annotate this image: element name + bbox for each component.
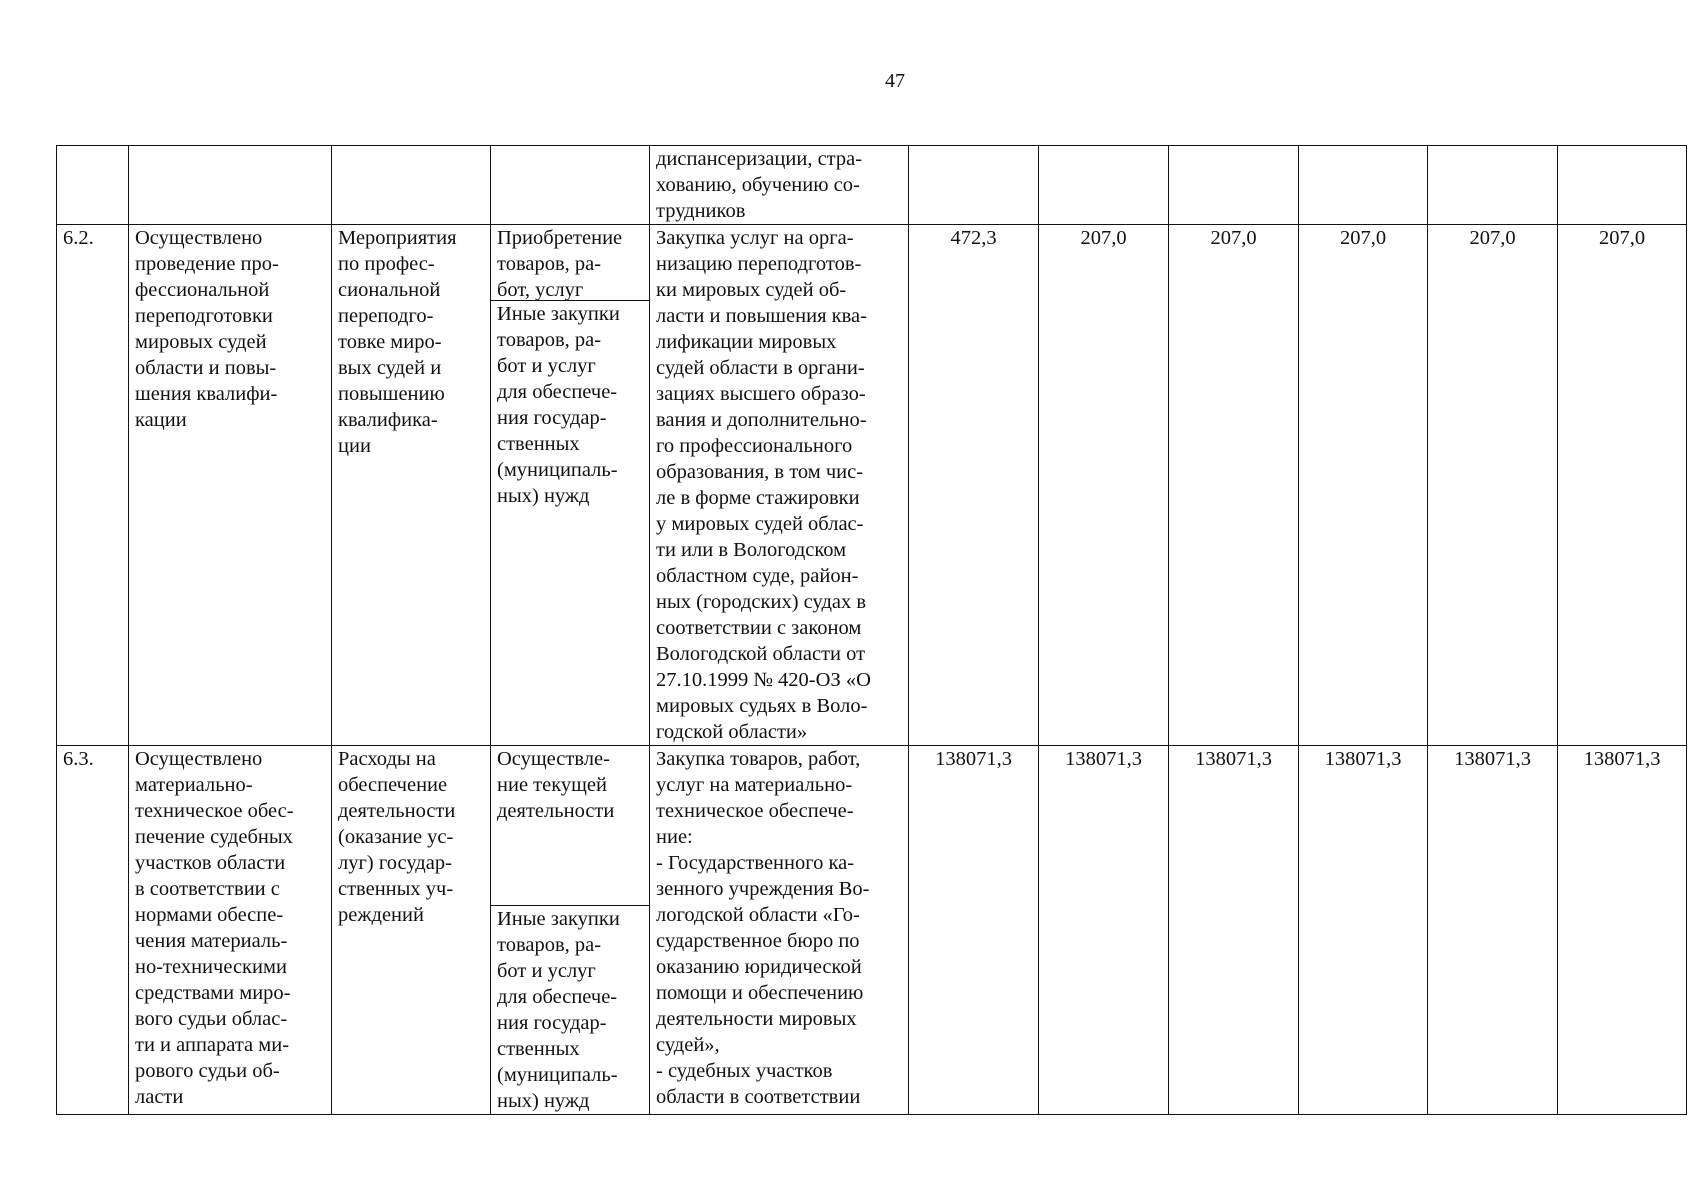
amount-value: 207,0 [1210,227,1257,249]
spending-type-line: ния государ- [497,1012,607,1034]
spending-type-line: товаров, ра- [497,934,602,956]
description-line: Вологодской области от [656,643,866,665]
measure-line: реждений [338,904,424,926]
description-line: зациях высшего образо- [656,383,866,405]
amount-value: 138071,3 [1195,748,1272,770]
result-cell [129,146,332,225]
result-line: переподготовки [135,305,273,327]
page-number: 47 [885,70,905,92]
spending-cell [491,225,650,746]
spending-type-line: Иные закупки [497,908,620,930]
measure-line: повышению [338,383,445,405]
description-line: низацию переподготов- [656,253,862,275]
amount-value: 138071,3 [1454,748,1531,770]
result-line: вого судьи облас- [135,1008,288,1030]
result-line: нормами обеспе- [135,904,284,926]
description-line: Закупка услуг на орга- [656,227,854,249]
amount-cell [1558,225,1687,746]
description-line: у мировых судей облас- [656,513,864,535]
description-line: ласти и повышения ква- [656,305,867,327]
amount-value: 138071,3 [1065,748,1142,770]
spending-direction [491,225,649,301]
description-line: лификации мировых [656,331,837,353]
measure-line: Мероприятия [338,227,457,249]
spending-direction-line: товаров, ра- [497,253,602,275]
spending-direction-line: деятельности [497,800,615,822]
description-line: помощи и обеспечению [656,982,864,1004]
description-line: областном суде, район- [656,565,859,587]
measure-line: сиональной [338,279,441,301]
budget-table [56,145,1687,1115]
measure-cell [332,225,491,746]
spending-direction [491,746,649,906]
result-cell [129,225,332,746]
amount-value: 138071,3 [935,748,1012,770]
spending-type-line: бот и услуг [497,355,596,377]
measure-line: квалифика- [338,409,438,431]
result-line: материально- [135,774,253,796]
amount-cell [1169,746,1299,1115]
amount-cell [909,746,1039,1115]
result-line: техническое обес- [135,800,294,822]
description-line: соответствии с законом [656,617,862,639]
spending-type-line: для обеспече- [497,381,618,403]
amount-cell [1428,225,1558,746]
amount-value: 138071,3 [1583,748,1661,770]
description-line: образования, в том чис- [656,461,864,483]
spending-type-line: Иные закупки [497,303,620,325]
amount-cell [1428,746,1558,1115]
amount-cell [1299,746,1428,1115]
spending-type-line: (муниципаль- [497,459,618,481]
description-cell [650,146,909,225]
spending-direction-line: бот, услуг [497,279,584,301]
table-row [57,746,1687,1115]
description-line: судей области в органи- [656,357,865,379]
description-line: хованию, обучению со- [656,174,860,196]
amount-value: 207,0 [1469,227,1516,249]
row-number-cell: 6.3. [57,746,129,1115]
description-line: зенного учреждения Во- [656,878,870,900]
description-line: техническое обеспече- [656,800,854,822]
amount-value: 138071,3 [1324,748,1402,770]
table-row [57,225,1687,746]
amount-cell [909,225,1039,746]
spending-direction-line: Осуществле- [497,748,610,770]
measure-line: по профес- [338,253,435,275]
result-line: средствами миро- [135,982,291,1004]
measure-line: луг) государ- [338,852,452,874]
amount-cell [1299,225,1428,746]
description-line: оказанию юридической [656,956,862,978]
description-line: услуг на материально- [656,774,853,796]
result-cell [129,746,332,1115]
description-line: вания и дополнительно- [656,409,867,431]
spending-type [491,906,649,1114]
description-line: деятельности мировых [656,1008,857,1030]
amount-cell [909,146,1039,225]
spending-type-line: для обеспече- [497,986,618,1008]
description-line: мировых судьях в Воло- [656,695,868,717]
description-line: Закупка товаров, работ, [656,748,861,770]
measure-line: ции [338,435,371,457]
row-number-cell: 6.2. [57,225,129,746]
result-line: Осуществлено [135,227,263,249]
result-line: рового судьи об- [135,1060,280,1082]
result-line: мировых судей [135,331,267,353]
spending-type-line: ных) нужд [497,1090,590,1112]
description-line: логодской области «Го- [656,904,860,926]
amount-value: 207,0 [1080,227,1127,249]
amount-value: 207,0 [1339,227,1387,249]
amount-cell [1299,146,1428,225]
result-line: проведение про- [135,253,279,275]
result-line: Осуществлено [135,748,263,770]
amount-cell [1558,746,1687,1115]
description-line: годской области» [656,721,808,743]
measure-line: Расходы на [338,748,436,770]
description-line: - Государственного ка- [656,852,855,874]
result-line: но-техническими [135,956,287,978]
description-line: ле в форме стажировки [656,487,860,509]
description-line: ти или в Вологодском [656,539,847,561]
measure-line: переподго- [338,305,434,327]
table-row [57,146,1687,225]
description-line: сударственное бюро по [656,930,860,952]
measure-cell [332,746,491,1115]
spending-direction-line: ние текущей [497,774,607,796]
spending-cell [491,146,650,225]
spending-type [491,301,649,509]
description-line: - судебных участков [656,1060,833,1082]
description-line: области в соответствии [656,1086,861,1108]
result-line: шения квалифи- [135,383,278,405]
description-line: трудников [656,200,746,222]
spending-cell [491,746,650,1115]
description-line: ние: [656,826,693,848]
result-line: чения материаль- [135,930,288,952]
result-line: ти и аппарата ми- [135,1034,290,1056]
description-line: ки мировых судей об- [656,279,847,301]
description-cell [650,225,909,746]
table-body [57,146,1687,1115]
result-line: в соответствии с [135,878,280,900]
result-line: фессиональной [135,279,270,301]
measure-line: обеспечение [338,774,448,796]
spending-type-line: ственных [497,1038,580,1060]
row-number-cell [57,146,129,225]
amount-cell [1039,146,1169,225]
spending-direction-line: Приобретение [497,227,623,249]
result-line: ласти [135,1086,184,1108]
spending-type-line: товаров, ра- [497,329,602,351]
description-line: го профессионального [656,435,853,457]
spending-type-line: ственных [497,433,580,455]
amount-value: 472,3 [950,227,997,249]
result-line: печение судебных [135,826,293,848]
measure-cell [332,146,491,225]
measure-line: ственных уч- [338,878,454,900]
amount-cell [1558,146,1687,225]
spending-type-line: бот и услуг [497,960,596,982]
spending-type-line: (муниципаль- [497,1064,618,1086]
amount-cell [1169,225,1299,746]
measure-line: (оказание ус- [338,826,454,848]
measure-line: деятельности [338,800,456,822]
description-line: ных (городских) судах в [656,591,867,613]
result-line: области и повы- [135,357,277,379]
amount-cell [1039,746,1169,1115]
amount-cell [1428,146,1558,225]
measure-line: вых судей и [338,357,442,379]
result-line: участков области [135,852,286,874]
amount-cell [1039,225,1169,746]
result-line: кации [135,409,187,431]
spending-type-line: ния государ- [497,407,607,429]
description-line: судей», [656,1034,720,1056]
description-cell [650,746,909,1115]
spending-type-line: ных) нужд [497,485,590,507]
description-line: 27.10.1999 № 420-ОЗ «О [656,669,871,691]
amount-cell [1169,146,1299,225]
measure-line: товке миро- [338,331,442,353]
amount-value: 207,0 [1598,227,1646,249]
description-line: диспансеризации, стра- [656,148,863,170]
